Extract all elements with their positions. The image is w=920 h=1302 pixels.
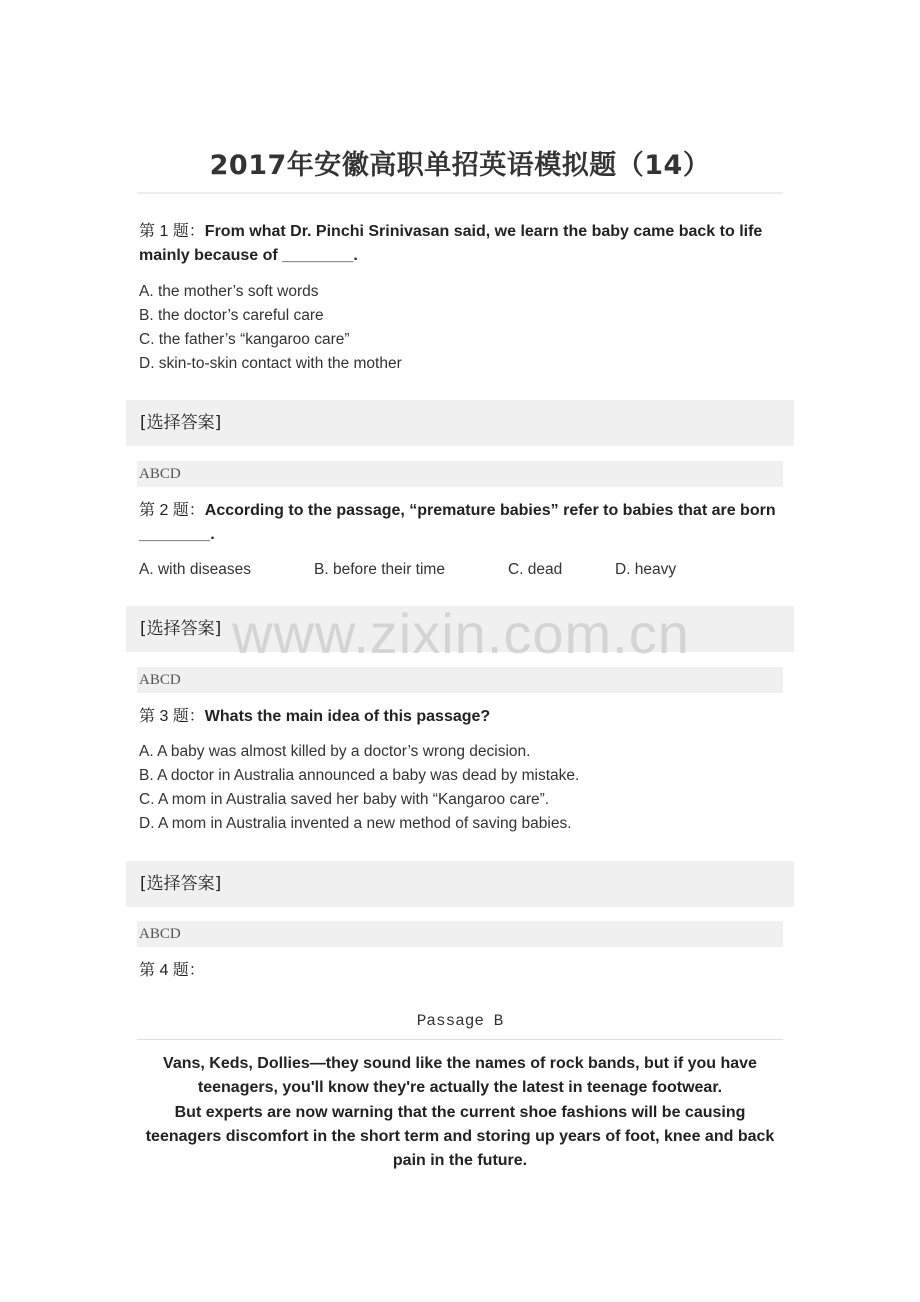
question-2-choices[interactable]: ABCD	[137, 667, 783, 693]
passage-body	[139, 1052, 781, 1173]
question-1-option-b: B. the doctor’s careful care	[139, 307, 324, 324]
question-3-option-b: B. A doctor in Australia announced a baby was dead by mistake.	[139, 767, 580, 784]
question-3	[139, 705, 784, 729]
question-3-answer-toggle[interactable]: [选择答案]	[126, 861, 794, 907]
question-2-option-a: A. with diseases	[139, 561, 251, 578]
question-1-number: 第 1 题：	[139, 223, 205, 240]
question-2-answer-toggle[interactable]: [选择答案]	[126, 606, 794, 652]
question-2	[139, 499, 784, 547]
question-3-stem: Whats the main idea of this passage?	[204, 708, 491, 725]
page-title: 2017年安徽高职单招英语模拟题（14）	[209, 150, 711, 181]
passage-title: Passage B	[416, 1012, 504, 1030]
passage-line: pain in the future.	[392, 1152, 528, 1170]
passage-line: teenagers discomfort in the short term and storing up years of foot, knee and back	[145, 1127, 775, 1145]
question-2-option-c: C. dead	[508, 561, 563, 578]
question-4	[139, 959, 784, 983]
question-3-option-c: C. A mom in Australia saved her baby with “Kangaroo care”.	[139, 791, 550, 808]
passage-divider	[137, 1039, 783, 1040]
question-2-stem: According to the passage, “premature babies” refer to babies that are born ________.	[139, 502, 776, 543]
passage-line: Vans, Keds, Dollies—they sound like the names of rock bands, but if you have	[163, 1055, 757, 1072]
passage-line: teenagers, you'll know they're actually the latest in teenage footwear.	[197, 1079, 723, 1097]
question-2-number: 第 2 题：	[139, 502, 205, 519]
question-3-choices[interactable]: ABCD	[137, 921, 783, 947]
question-1-option-d: D. skin-to-skin contact with the mother	[139, 355, 402, 372]
question-1-choices[interactable]: ABCD	[137, 461, 783, 487]
question-4-number: 第 4 题：	[139, 962, 205, 979]
question-2-option-b: B. before their time	[314, 561, 445, 578]
watermark-text: www.zixin.com.cn	[232, 602, 690, 665]
question-3-number: 第 3 题：	[139, 708, 205, 725]
question-1-option-c: C. the father’s “kangaroo care”	[139, 331, 350, 348]
title-divider	[137, 192, 783, 194]
question-1-stem: From what Dr. Pinchi Srinivasan said, we learn the baby came back to life mainly because of ________.	[139, 223, 763, 264]
question-3-options	[139, 740, 784, 836]
question-1-options	[139, 280, 784, 376]
question-1-answer-toggle[interactable]: [选择答案]	[126, 400, 794, 446]
question-1	[139, 220, 784, 268]
question-3-option-d: D. A mom in Australia invented a new method of saving babies.	[139, 815, 572, 832]
question-2-option-d: D. heavy	[615, 561, 677, 578]
question-3-option-a: A. A baby was almost killed by a doctor’s wrong decision.	[139, 743, 531, 760]
question-1-option-a: A. the mother’s soft words	[139, 283, 319, 300]
passage-line: But experts are now warning that the current shoe fashions will be causing	[174, 1103, 746, 1121]
